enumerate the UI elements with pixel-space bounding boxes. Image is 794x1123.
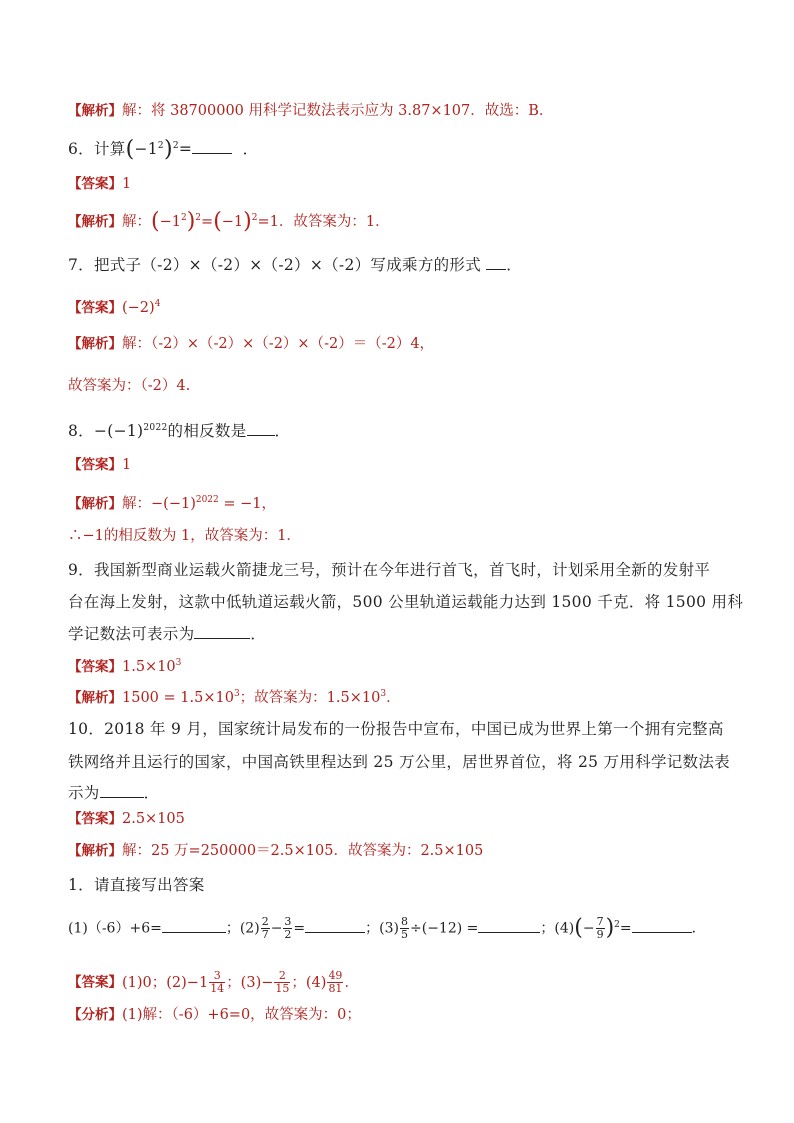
s1-eq-2: = <box>293 920 306 937</box>
q10-text-3: 示为 <box>68 784 100 802</box>
q8-analysis-2 <box>68 526 724 546</box>
q7-end: ． <box>506 256 523 274</box>
s1-minus-4: − <box>582 920 595 937</box>
s1-part1: (1)（-6）+6= <box>68 920 162 937</box>
q8-ana-exp: 2022 <box>195 495 219 505</box>
q8-answer <box>68 455 724 475</box>
s1-frac-2a-den: 7 <box>261 928 269 942</box>
s1-end: ． <box>691 920 706 937</box>
s1-frac-4-den: 9 <box>596 928 604 942</box>
analysis-tag: 【解析】 <box>68 103 122 119</box>
s1-answer <box>68 970 724 995</box>
s1-analysis-text: (1)解：（-6）+6=0，故答案为：0； <box>122 1007 361 1023</box>
s1-frac-3 <box>400 916 409 941</box>
s1-part4-exp: 2 <box>614 920 620 930</box>
q9-ana-b-exp: 3 <box>380 689 387 699</box>
q5-analysis <box>68 101 724 121</box>
s1-frac-2a <box>261 916 270 941</box>
s1-frac-3-num: 8 <box>401 915 408 929</box>
q6-ana-inner-exp: 2 <box>180 213 187 223</box>
q6-answer-text: 1 <box>122 176 132 192</box>
q10-answer-text: 2.5×105 <box>122 811 185 827</box>
q9-line-3 <box>68 619 724 649</box>
analysis-tag: 【解析】 <box>68 213 122 230</box>
q6-ana-b: −1 <box>221 213 244 230</box>
q9-ana-a: 1500 = 1.5×10 <box>122 689 234 706</box>
s1-question: (1)（-6）+6= ；(2) $\frac{2}{7}$ − $\frac{3}{2}$ = ；(3) $\frac{8}{5}$ ÷(−12) = ；(4)(− $\frac{7}{9}$ )$^2$= ． <box>68 915 706 942</box>
s1-ans-frac-4-den: 81 <box>328 982 343 995</box>
q6-ana-b-exp: 2 <box>251 213 258 223</box>
q10-line-3 <box>68 778 724 808</box>
q7-analysis-2 <box>68 376 724 396</box>
answer-tag: 【答案】 <box>68 811 122 827</box>
s1-ans-frac-3 <box>274 970 290 995</box>
q6-equals: = <box>178 140 193 159</box>
q10-text-1: 10．2018 年 9 月，国家统计局发布的一份报告中宣布，中国已成为世界上第一个拥有完整高 <box>68 720 724 738</box>
q6-ana-outer-exp: 2 <box>195 213 202 223</box>
q6-outer-exp: 2 <box>172 141 179 151</box>
s1-ans-3: ；(3)− <box>226 974 274 991</box>
q9-line-2 <box>68 587 744 617</box>
q9-ana-end: ． <box>386 689 401 706</box>
analysis-tag: 【解析】 <box>68 495 122 512</box>
s1-blank-3 <box>478 917 540 933</box>
q6-ana-mid: = <box>201 213 214 230</box>
q9-ana-a-exp: 3 <box>233 689 240 699</box>
s1-part3-rest: ÷(−12) = <box>410 920 479 937</box>
s1-sep: ； <box>540 920 555 937</box>
q6-answer <box>68 174 724 194</box>
q8-blank <box>247 420 275 436</box>
q10-text-2: 铁网络并且运行的国家，中国高铁里程达到 25 万公里，居世界首位，将 25 万用科学记数法表 <box>68 753 730 771</box>
s1-title-text: 1．请直接写出答案 <box>68 876 205 894</box>
q7-question <box>68 250 724 280</box>
q6-ana-prefix: 解： <box>122 213 151 230</box>
q9-text-2: 台在海上发射，这款中低轨道运载火箭，500 公里轨道运载能力达到 1500 千克．将 1500 用科 <box>68 593 744 611</box>
q9-ana-b: ；故答案为：1.5×10 <box>239 689 381 706</box>
analysis-tag: 【解析】 <box>68 336 122 352</box>
s1-ans-frac-3-den: 15 <box>275 982 290 995</box>
s1-minus: − <box>270 920 283 937</box>
q9-text-1: 9．我国新型商业运载火箭捷龙三号，预计在今年进行首飞，首飞时，计划采用全新的发射平 <box>68 561 711 579</box>
q9-text-3: 学记数法可表示为 <box>68 625 195 643</box>
q7-blank <box>486 254 506 270</box>
s1-ans-end: ． <box>344 974 359 991</box>
q10-end: ． <box>143 784 160 802</box>
s1-frac-2b-num: 3 <box>284 915 292 929</box>
s1-frac-2a-num: 2 <box>261 915 269 929</box>
s1-frac-4-num: 7 <box>596 915 604 929</box>
s1-sep: ； <box>225 920 240 937</box>
q6-inner-exp: 2 <box>157 141 164 151</box>
q6-ana-rest: =1．故答案为：1． <box>257 213 390 230</box>
q8-exp: 2022 <box>143 423 168 433</box>
s1-analysis <box>68 1005 724 1025</box>
q6-prefix: 计算 <box>93 140 126 159</box>
s1-frac-2b <box>283 916 292 941</box>
analysis-tag: 【解析】 <box>68 689 122 706</box>
s1-ans-1: (1)0；(2)−1 <box>122 974 209 991</box>
q8-analysis <box>68 490 724 514</box>
q8-ana-prefix: 解：− <box>122 495 164 512</box>
answer-tag: 【答案】 <box>68 658 122 675</box>
q7-answer <box>68 294 724 318</box>
q8-number: 8． <box>68 422 94 441</box>
s1-ans-frac-2 <box>209 970 225 995</box>
q8-ana-rest: = −1， <box>223 495 277 512</box>
q8-end: ． <box>274 422 291 441</box>
s1-sep: ； <box>365 920 380 937</box>
q6-analysis: 【解析】解：$(-1^2)^2=(-1)^2=1$．故答案为：1． <box>68 208 390 234</box>
s1-blank-2 <box>305 917 365 933</box>
q9-blank <box>194 623 250 639</box>
s1-part2: (2) <box>239 920 260 937</box>
q8-ana-base: (−1) <box>163 495 196 512</box>
s1-ans-frac-4-num: 49 <box>328 969 343 982</box>
q9-answer-base: 1.5×10 <box>122 658 176 675</box>
s1-part4: (4) <box>554 920 575 937</box>
answer-tag: 【答案】 <box>68 299 122 316</box>
q9-end: ． <box>250 625 267 643</box>
q6-question: 6．计算$(-1^2)^2=$ ． <box>68 137 259 163</box>
s1-blank-1 <box>162 917 226 933</box>
s1-ans-frac-4 <box>327 970 343 995</box>
answer-tag: 【答案】 <box>68 176 122 192</box>
q7-analysis-text: 解：（-2）×（-2）×（-2）×（-2）＝（-2）4， <box>122 336 435 352</box>
s1-part3: (3) <box>379 920 399 937</box>
q10-analysis <box>68 841 724 861</box>
q7-answer-base: (−2) <box>122 299 155 316</box>
q7-analysis-text-2: 故答案为：（-2）4. <box>68 378 191 394</box>
s1-frac-3-den: 5 <box>401 928 408 942</box>
q7-answer-exp: 4 <box>154 299 161 309</box>
analysis-tag: 【解析】 <box>68 843 122 859</box>
analysis-tag-2: 【分析】 <box>68 1007 122 1023</box>
s1-ans-4: ；(4) <box>291 974 327 991</box>
s1-frac-2b-den: 2 <box>284 928 292 942</box>
q6-end: ． <box>242 140 259 159</box>
s1-ans-frac-2-num: 3 <box>209 970 225 983</box>
q5-analysis-text: 解：将 38700000 用科学记数法表示应为 3.87×107．故选：B． <box>122 103 554 119</box>
q8-expr: −(−1) <box>93 422 144 441</box>
q10-answer <box>68 809 724 829</box>
q8-question <box>68 413 724 446</box>
answer-tag: 【答案】 <box>68 457 122 473</box>
q8-text: 的相反数是 <box>167 422 247 441</box>
q9-line-1 <box>68 555 724 585</box>
s1-ans-frac-3-num: 2 <box>274 970 290 983</box>
q6-number: 6． <box>68 140 94 159</box>
s1-title <box>68 870 724 900</box>
q10-line-2 <box>68 747 730 777</box>
q10-analysis-text: 解：25 万=250000＝2.5×105．故答案为：2.5×105 <box>122 843 484 859</box>
s1-frac-4 <box>596 916 605 941</box>
s1-blank-4 <box>632 917 692 933</box>
q7-analysis <box>68 334 724 354</box>
q9-answer <box>68 653 724 677</box>
q8-analysis-text-2: ∴−1的相反数为 1，故答案为：1． <box>68 528 301 544</box>
q7-text: 7．把式子（-2）×（-2）×（-2）×（-2）写成乘方的形式 <box>68 256 482 274</box>
s1-ans-frac-2-den: 14 <box>210 982 225 995</box>
q6-blank <box>192 138 232 154</box>
q10-line-1 <box>68 714 724 744</box>
q6-ana-base: −1 <box>159 213 181 230</box>
q10-blank <box>100 782 144 798</box>
s1-eq-4: = <box>619 920 632 937</box>
q9-analysis <box>68 684 724 708</box>
q9-answer-exp: 3 <box>175 658 182 668</box>
q6-base: −1 <box>134 140 158 159</box>
q8-answer-text: 1 <box>122 457 132 473</box>
answer-tag: 【答案】 <box>68 974 122 991</box>
